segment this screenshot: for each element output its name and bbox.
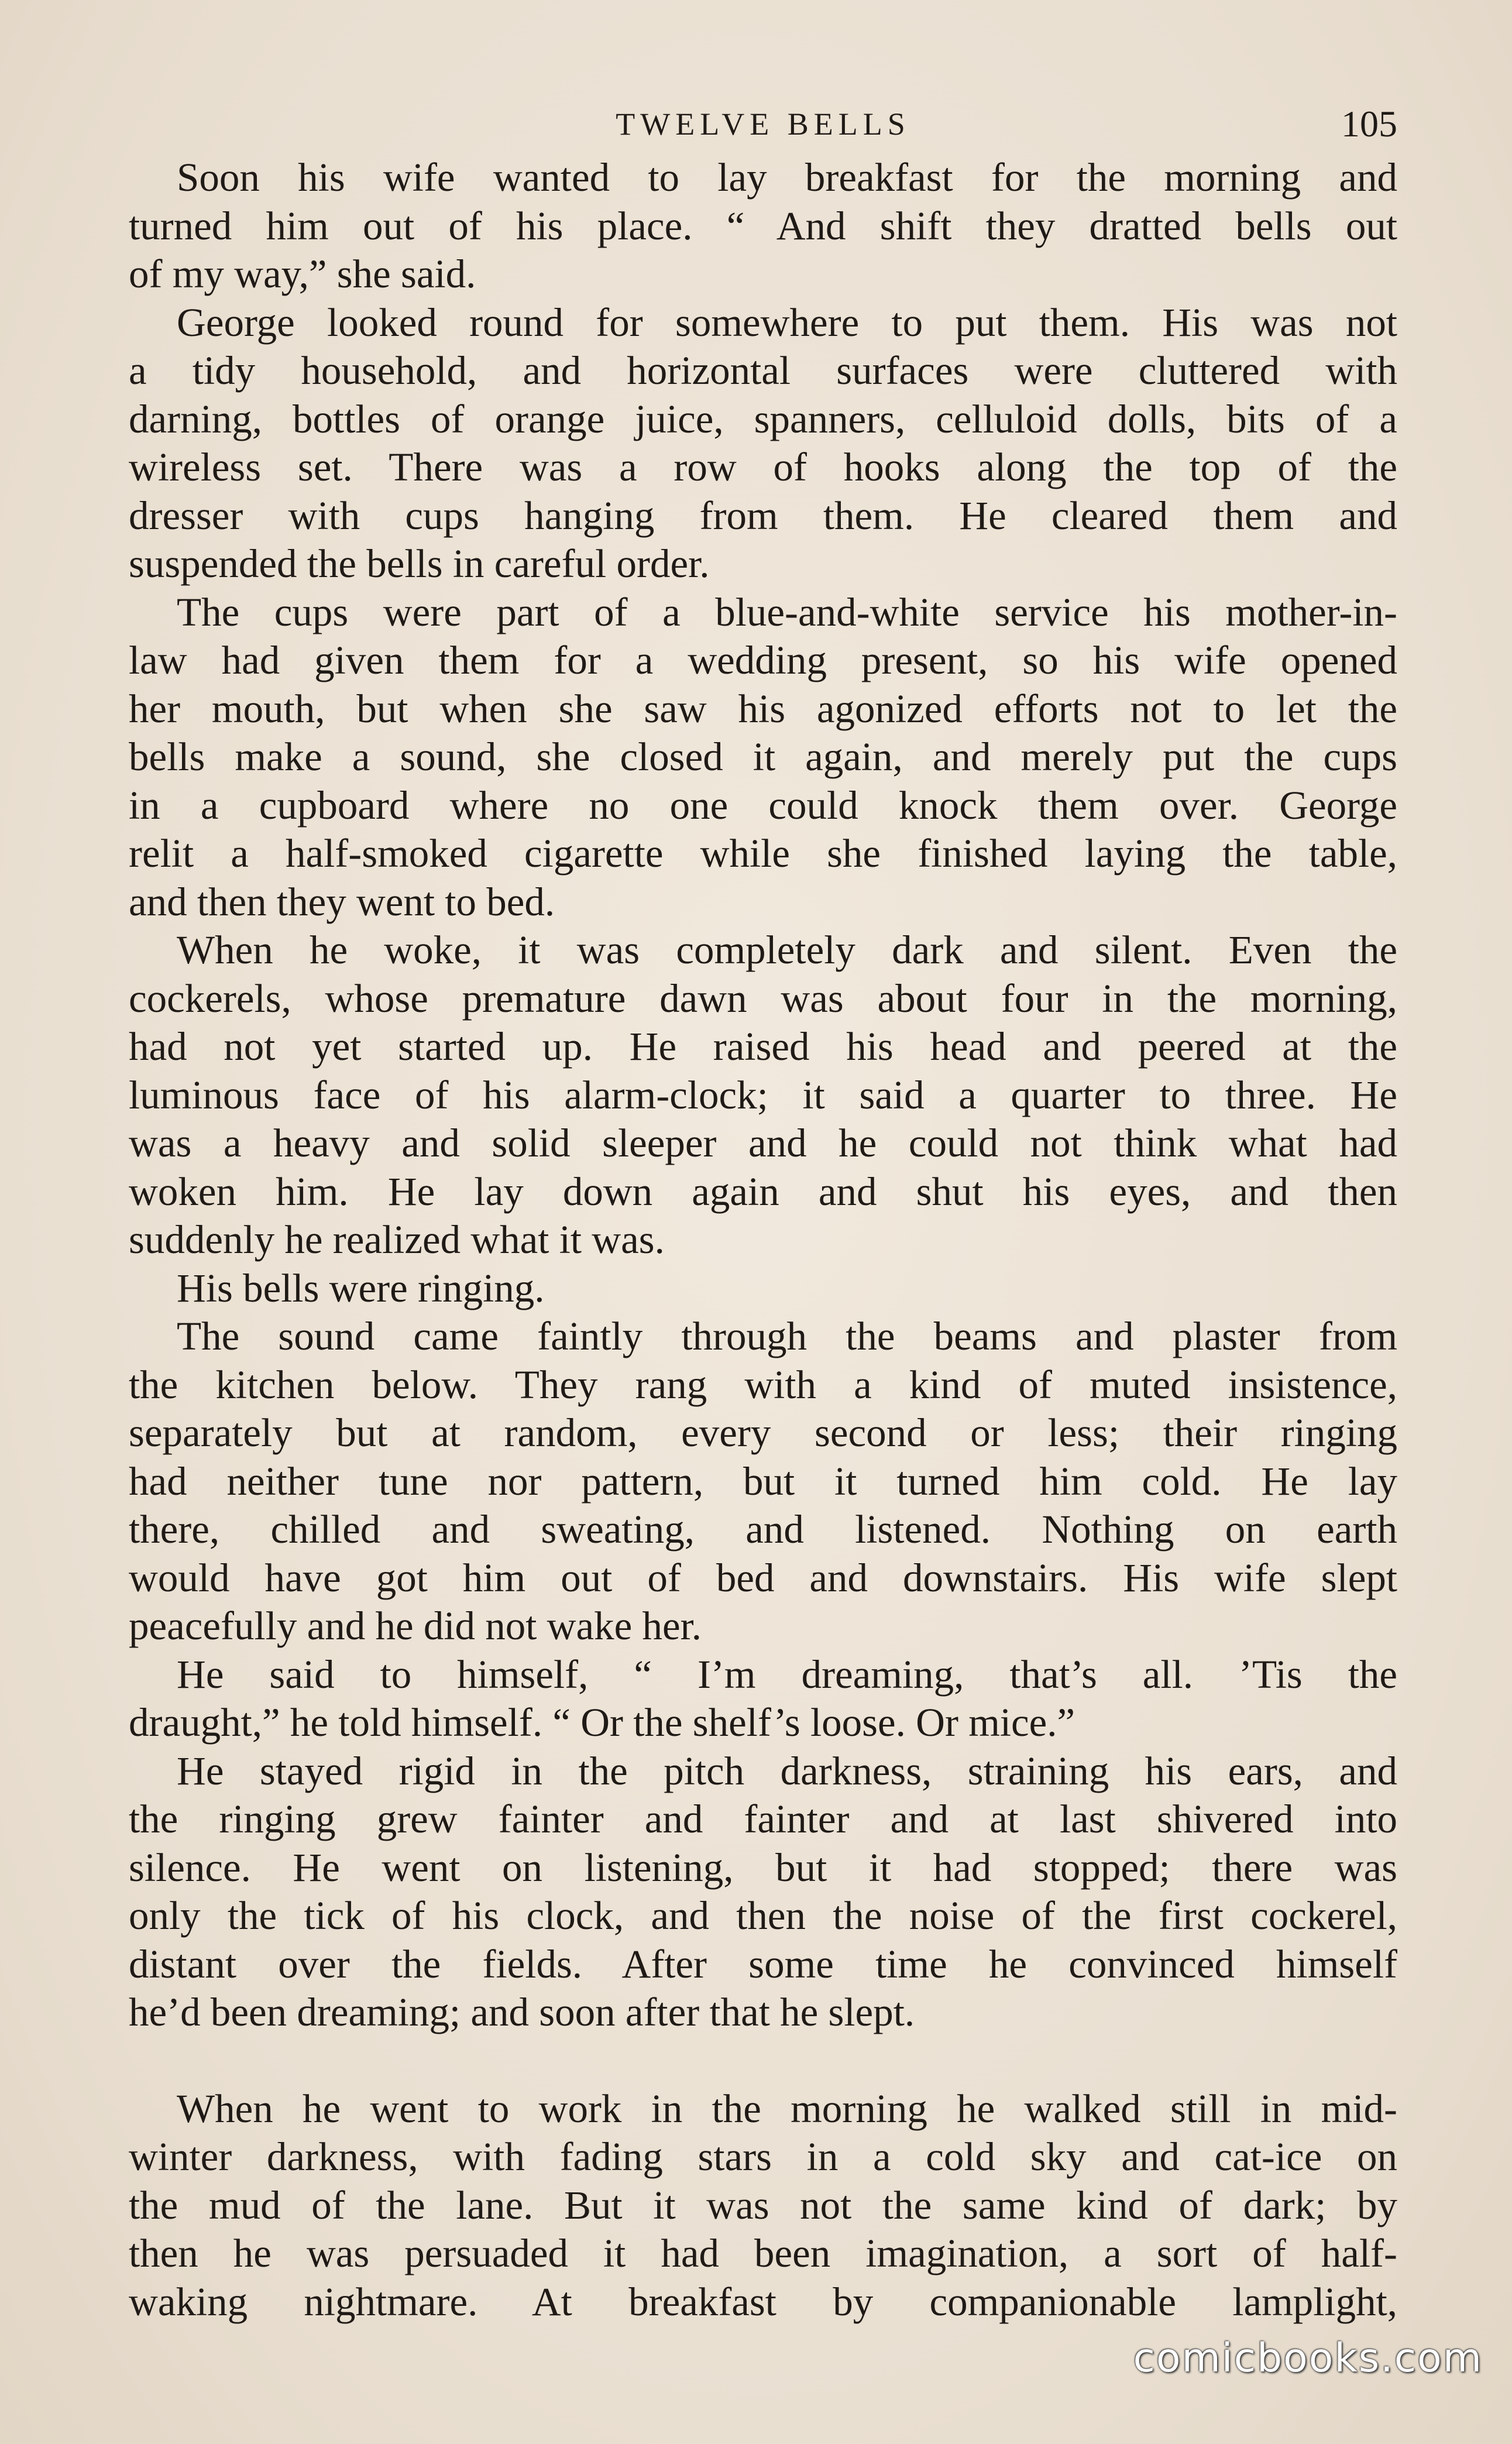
paragraph	[129, 1312, 1397, 1650]
paragraph	[129, 588, 1397, 926]
text-line: the kitchen below. They rang with a kind of muted insistence,	[129, 1362, 1397, 1407]
text-line: was a heavy and solid sleeper and he could not think what had	[129, 1121, 1397, 1165]
paragraph	[129, 926, 1397, 1264]
text-line: there, chilled and sweating, and listened. Nothing on earth	[129, 1507, 1397, 1551]
text-line: the mud of the lane. But it was not the same kind of dark; by	[129, 2182, 1397, 2227]
text-line: he’d been dreaming; and soon after that he slept.	[129, 1990, 915, 2034]
text-line: distant over the fields. After some time he convinced himself	[129, 1941, 1397, 1986]
section-break	[129, 2037, 1397, 2085]
text-line: in a cupboard where no one could knock them over. George	[129, 782, 1397, 828]
text-line: and then they went to bed.	[129, 879, 555, 924]
paragraph	[129, 153, 1397, 298]
text-line: Soon his wife wanted to lay breakfast for the morning and	[177, 155, 1397, 200]
text-line: the ringing grew fainter and fainter and at last shivered into	[129, 1797, 1397, 1841]
text-line: His bells were ringing.	[177, 1265, 545, 1310]
text-line: waking nightmare. At breakfast by companionable lamplight,	[129, 2279, 1397, 2324]
body-text	[129, 153, 1397, 2326]
text-line: of my way,” she said.	[129, 252, 476, 296]
text-line: The cups were part of a blue-and-white service his mother-in-	[177, 589, 1397, 634]
running-header	[129, 101, 1397, 147]
text-line: bells make a sound, she closed it again, and merely put the cups	[129, 734, 1397, 779]
text-line: would have got him out of bed and downstairs. His wife slept	[129, 1555, 1397, 1600]
text-line: He said to himself, “ I’m dreaming, that’s all. ’Tis the	[177, 1652, 1397, 1697]
text-line: separately but at random, every second or less; their ringing	[129, 1410, 1397, 1455]
text-line: dresser with cups hanging from them. He cleared them and	[129, 493, 1397, 538]
text-line: draught,” he told himself. “ Or the shelf’s loose. Or mice.”	[129, 1700, 1075, 1745]
text-line: turned him out of his place. “ And shift they dratted bells out	[129, 203, 1397, 248]
page-number: 105	[1341, 103, 1397, 145]
text-line: When he went to work in the morning he walked still in mid-	[177, 2086, 1397, 2131]
text-line: The sound came faintly through the beams and plaster from	[177, 1314, 1397, 1358]
text-line: darning, bottles of orange juice, spanners, celluloid dolls, bits of a	[129, 396, 1397, 441]
text-line: law had given them for a wedding present, so his wife opened	[129, 638, 1397, 682]
paragraph	[129, 2085, 1397, 2326]
paragraph	[129, 1650, 1397, 1747]
text-line: luminous face of his alarm-clock; it said a quarter to three. He	[129, 1072, 1397, 1117]
text-line: He stayed rigid in the pitch darkness, straining his ears, and	[177, 1748, 1397, 1793]
text-line: had not yet started up. He raised his head and peered at the	[129, 1024, 1397, 1069]
text-line: suspended the bells in careful order.	[129, 541, 710, 586]
running-title: TWELVE BELLS	[616, 107, 910, 142]
watermark: comicbooks.com	[1133, 2335, 1483, 2381]
text-line: woken him. He lay down again and shut his eyes, and then	[129, 1169, 1397, 1214]
text-line: George looked round for somewhere to put them. His was not	[177, 300, 1397, 345]
text-line: silence. He went on listening, but it had stopped; there was	[129, 1845, 1397, 1890]
text-line: wireless set. There was a row of hooks along the top of the	[129, 445, 1397, 489]
text-line: suddenly he realized what it was.	[129, 1217, 665, 1262]
text-line: a tidy household, and horizontal surfaces were cluttered with	[129, 348, 1397, 393]
text-line: When he woke, it was completely dark and silent. Even the	[177, 928, 1397, 972]
text-line: winter darkness, with fading stars in a cold sky and cat-ice on	[129, 2134, 1397, 2179]
paragraph	[129, 1747, 1397, 2037]
text-line: relit a half-smoked cigarette while she finished laying the table,	[129, 831, 1397, 876]
text-line: then he was persuaded it had been imagination, a sort of half-	[129, 2231, 1397, 2275]
text-line: peacefully and he did not wake her.	[129, 1604, 702, 1648]
text-line: cockerels, whose premature dawn was about four in the morning,	[129, 976, 1397, 1021]
text-line: only the tick of his clock, and then the noise of the first cockerel,	[129, 1893, 1397, 1938]
text-line: her mouth, but when she saw his agonized efforts not to let the	[129, 686, 1397, 731]
paragraph	[129, 298, 1397, 588]
paragraph	[129, 1264, 1397, 1313]
text-line: had neither tune nor pattern, but it turned him cold. He lay	[129, 1458, 1397, 1504]
